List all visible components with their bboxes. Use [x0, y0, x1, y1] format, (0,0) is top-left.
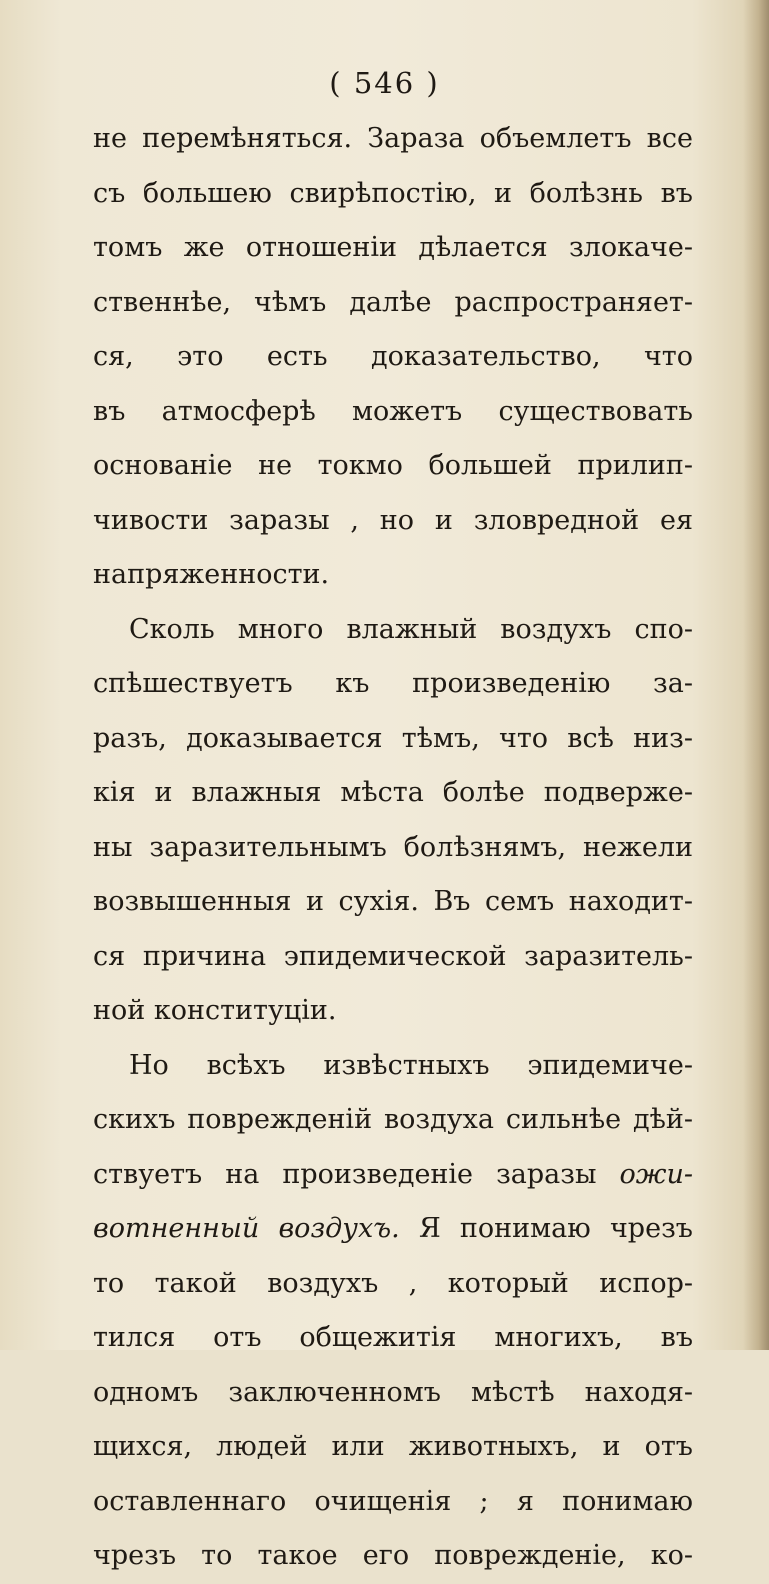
text-line: щихся, людей или животныхъ, и отъ [93, 1431, 693, 1462]
text-line: скихъ поврежденій воздуха сильнѣе дѣй- [93, 1104, 693, 1135]
text-line: кія и влажныя мѣста болѣе подверже- [93, 777, 693, 808]
line-text: Я понимаю чрезъ [418, 1213, 693, 1244]
text-line: съ большею свирѣпостію, и болѣзнь въ [93, 177, 693, 209]
text-line: ся причина эпидемической заразитель- [93, 940, 693, 972]
text-line: разъ, доказывается тѣмъ, что всѣ низ- [93, 722, 693, 754]
text-line: оставленнаго очищенія ; я понимаю [93, 1485, 693, 1517]
text-line: тился отъ общежитія многихъ, въ [93, 1322, 693, 1353]
text-line: одномъ заключенномъ мѣстѣ находя- [93, 1376, 693, 1408]
paragraph-start-line: Сколь много влажный воздухъ спо- [129, 613, 693, 645]
text-line: ся, это есть доказательство, что [93, 341, 693, 372]
text-line: въ атмосферѣ можетъ существовать [93, 395, 693, 427]
text-line: томъ же отношеніи дѣлается злокаче- [93, 232, 693, 263]
text-line: спѣшествуетъ къ произведенію за- [93, 668, 693, 699]
text-line: возвышенныя и сухія. Въ семъ находит- [93, 886, 693, 917]
text-line: ны заразительнымъ болѣзнямъ, нежели [93, 831, 693, 863]
text-line: основаніе не токмо большей прилип- [93, 450, 693, 481]
text-line: ственнѣе, чѣмъ далѣе распространяет- [93, 286, 693, 318]
text-line: не перемѣняться. Зараза объемлетъ все [93, 123, 693, 154]
italic-term: ожи- [619, 1158, 693, 1190]
text-line [93, 1202, 693, 1257]
paragraph-start-line: Но всѣхъ извѣстныхъ эпидемиче- [129, 1049, 693, 1081]
text-line [93, 1148, 693, 1203]
text-line: чивости заразы , но и зловредной ея [93, 504, 693, 536]
line-text: ствуетъ на произведеніе заразы [93, 1158, 597, 1190]
text-line: напряженности. [93, 559, 330, 590]
text-line: чрезъ то такое его поврежденіе, ко- [93, 1540, 693, 1571]
text-line: то такой воздухъ , который испор- [93, 1267, 693, 1299]
page-number: ( 546 ) [329, 66, 440, 100]
text-line: ной конституціи. [93, 995, 337, 1026]
body-text [93, 112, 693, 1584]
italic-term: вотненный воздухъ. [93, 1213, 400, 1244]
page-edge-shadow [743, 0, 769, 1350]
